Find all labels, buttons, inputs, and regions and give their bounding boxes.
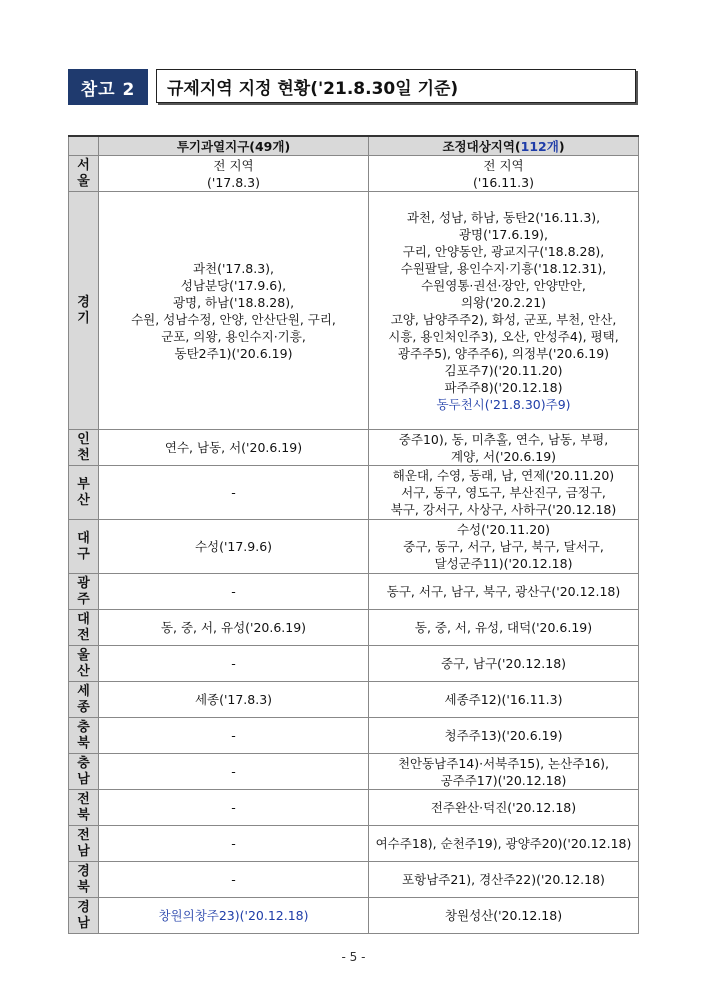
- adjustment-line: 광주주5), 양주주6), 의정부('20.6.19): [397, 345, 610, 361]
- speculation-line: -: [231, 764, 236, 779]
- speculation-line: 군포, 의왕, 용인수지·기흥,: [161, 328, 306, 344]
- header-adjustment: [369, 136, 639, 156]
- region-label: 광주: [77, 575, 90, 607]
- speculation-line: -: [231, 656, 236, 671]
- header-adjustment-count: 112개: [520, 138, 559, 154]
- region-cell: [69, 156, 99, 192]
- region-label: 대전: [77, 611, 90, 643]
- region-label: 대구: [77, 530, 90, 562]
- speculation-line: 광명, 하남('18.8.28),: [172, 294, 295, 310]
- region-cell: [69, 754, 99, 790]
- speculation-line: 동탄2주1)('20.6.19): [174, 345, 293, 361]
- adjustment-cell: [369, 574, 639, 610]
- adjustment-line: 계양, 서('20.6.19): [450, 448, 557, 464]
- adjustment-cell: [369, 466, 639, 520]
- region-cell: [69, 646, 99, 682]
- speculation-line: 수원, 성남수정, 안양, 안산단원, 구리,: [131, 311, 336, 327]
- speculation-cell: [99, 718, 369, 754]
- adjustment-line: 세종주12)('16.11.3): [444, 692, 563, 707]
- speculation-line: -: [231, 584, 236, 599]
- adjustment-line: 광명('17.6.19),: [458, 226, 549, 242]
- adjustment-line: 공주주17)('20.12.18): [440, 772, 567, 788]
- adjustment-line: 수원영통·권선·장안, 안양만안,: [421, 277, 586, 293]
- adjustment-line: 중주10), 동, 미추홀, 연수, 남동, 부평,: [398, 431, 609, 447]
- adjustment-cell: [369, 192, 639, 430]
- region-label: 전남: [77, 827, 90, 859]
- header-adjustment-label: 조정대상지역(: [442, 138, 521, 154]
- adjustment-line: 김포주7)('20.11.20): [444, 362, 563, 378]
- region-label: 울산: [77, 647, 90, 679]
- region-cell: [69, 610, 99, 646]
- table-row: [69, 718, 639, 754]
- region-cell: [69, 826, 99, 862]
- section-header: [68, 69, 638, 105]
- page-title: 규제지역 지정 현황('21.8.30일 기준): [156, 69, 636, 103]
- adjustment-line: 청주주13)('20.6.19): [444, 728, 563, 743]
- header-speculation: [99, 136, 369, 156]
- region-label: 인천: [77, 431, 90, 463]
- speculation-line: 연수, 남동, 서('20.6.19): [164, 440, 303, 455]
- speculation-cell: [99, 156, 369, 192]
- header-adjustment-suffix: ): [558, 138, 565, 154]
- page-number: - 5 -: [341, 950, 366, 964]
- speculation-line: 창원의창주23)('20.12.18): [158, 908, 309, 923]
- speculation-cell: [99, 520, 369, 574]
- reference-badge: 참고 2: [68, 69, 148, 105]
- region-cell: [69, 790, 99, 826]
- adjustment-cell: [369, 646, 639, 682]
- speculation-cell: [99, 430, 369, 466]
- speculation-cell: [99, 754, 369, 790]
- region-cell: [69, 430, 99, 466]
- adjustment-cell: [369, 520, 639, 574]
- adjustment-line: 창원성산('20.12.18): [444, 908, 563, 923]
- adjustment-line: 해운대, 수영, 동래, 남, 연제('20.11.20): [392, 468, 615, 483]
- table-row: [69, 862, 639, 898]
- region-label: 충남: [77, 755, 90, 787]
- table-row: [69, 610, 639, 646]
- region-cell: [69, 192, 99, 430]
- speculation-cell: [99, 646, 369, 682]
- speculation-line: ('17.8.3): [207, 174, 260, 190]
- speculation-line: -: [231, 728, 236, 743]
- corner-cell: [69, 136, 99, 156]
- region-cell: [69, 862, 99, 898]
- speculation-cell: [99, 192, 369, 430]
- table-header-row: [69, 136, 639, 156]
- region-label: 충북: [77, 719, 90, 751]
- region-cell: [69, 466, 99, 520]
- adjustment-line: 파주주8)('20.12.18): [444, 379, 563, 395]
- speculation-line: 수성('17.9.6): [194, 539, 273, 554]
- adjustment-line: 북구, 강서구, 사상구, 사하구('20.12.18): [390, 502, 617, 517]
- adjustment-line: 동두천시('21.8.30)주9): [436, 396, 571, 412]
- adjustment-cell: [369, 610, 639, 646]
- table-row: [69, 682, 639, 718]
- speculation-cell: [99, 898, 369, 934]
- header-speculation-suffix: ): [284, 138, 291, 154]
- adjustment-cell: [369, 682, 639, 718]
- adjustment-cell: [369, 898, 639, 934]
- adjustment-line: 동구, 서구, 남구, 북구, 광산구('20.12.18): [386, 584, 621, 599]
- table-row: [69, 754, 639, 790]
- region-cell: [69, 574, 99, 610]
- header-speculation-label: 투기과열지구(: [176, 138, 255, 154]
- table-row: [69, 156, 639, 192]
- speculation-line: -: [231, 485, 236, 500]
- region-label: 경기: [77, 294, 90, 326]
- speculation-cell: [99, 862, 369, 898]
- adjustment-line: 시흥, 용인처인주3), 오산, 안성주4), 평택,: [388, 328, 619, 344]
- adjustment-line: 의왕('20.2.21): [460, 294, 547, 310]
- speculation-cell: [99, 790, 369, 826]
- adjustment-line: ('16.11.3): [473, 174, 534, 190]
- speculation-line: 과천('17.8.3),: [192, 260, 275, 276]
- speculation-cell: [99, 610, 369, 646]
- region-label: 세종: [77, 683, 90, 715]
- adjustment-line: 중구, 남구('20.12.18): [440, 656, 567, 671]
- header-speculation-count: 49개: [254, 138, 285, 154]
- speculation-cell: [99, 682, 369, 718]
- adjustment-cell: [369, 826, 639, 862]
- speculation-line: 동, 중, 서, 유성('20.6.19): [160, 620, 307, 635]
- speculation-line: -: [231, 800, 236, 815]
- adjustment-cell: [369, 862, 639, 898]
- table-row: [69, 466, 639, 520]
- speculation-cell: [99, 826, 369, 862]
- adjustment-line: 과천, 성남, 하남, 동탄2('16.11.3),: [406, 209, 601, 225]
- adjustment-line: 전 지역: [483, 157, 524, 173]
- region-cell: [69, 682, 99, 718]
- speculation-cell: [99, 574, 369, 610]
- adjustment-line: 달성군주11)('20.12.18): [434, 556, 573, 571]
- adjustment-line: 고양, 남양주주2), 화성, 군포, 부천, 안산,: [390, 311, 617, 327]
- adjustment-line: 서구, 동구, 영도구, 부산진구, 금정구,: [401, 485, 606, 500]
- adjustment-line: 수성('20.11.20): [456, 522, 550, 537]
- region-cell: [69, 520, 99, 574]
- table-row: [69, 192, 639, 430]
- adjustment-cell: [369, 790, 639, 826]
- table-row: [69, 520, 639, 574]
- adjustment-line: 중구, 동구, 서구, 남구, 북구, 달서구,: [403, 539, 604, 554]
- adjustment-cell: [369, 156, 639, 192]
- adjustment-line: 수원팔달, 용인수지·기흥('18.12.31),: [400, 260, 607, 276]
- table-row: [69, 646, 639, 682]
- adjustment-line: 천안동남주14)·서북주15), 논산주16),: [397, 755, 610, 771]
- adjustment-cell: [369, 430, 639, 466]
- region-label: 부산: [77, 476, 90, 508]
- region-cell: [69, 898, 99, 934]
- region-cell: [69, 718, 99, 754]
- adjustment-line: 여수주18), 순천주19), 광양주20)('20.12.18): [375, 836, 632, 851]
- region-label: 경남: [77, 899, 90, 931]
- speculation-line: 세종('17.8.3): [194, 692, 273, 707]
- region-label: 전북: [77, 791, 90, 823]
- adjustment-line: 동, 중, 서, 유성, 대덕('20.6.19): [414, 620, 593, 635]
- table-row: [69, 826, 639, 862]
- region-label: 경북: [77, 863, 90, 895]
- regulated-areas-table: [68, 135, 639, 934]
- speculation-line: 전 지역: [213, 157, 254, 173]
- speculation-line: -: [231, 836, 236, 851]
- adjustment-line: 포항남주21), 경산주22)('20.12.18): [402, 872, 605, 887]
- speculation-line: -: [231, 872, 236, 887]
- adjustment-cell: [369, 754, 639, 790]
- table-row: [69, 790, 639, 826]
- speculation-cell: [99, 466, 369, 520]
- table-row: [69, 430, 639, 466]
- speculation-line: 성남분당('17.9.6),: [180, 277, 287, 293]
- adjustment-line: 구리, 안양동안, 광교지구('18.8.28),: [402, 243, 605, 259]
- table-row: [69, 574, 639, 610]
- adjustment-cell: [369, 718, 639, 754]
- adjustment-line: 전주완산·덕진('20.12.18): [430, 800, 577, 815]
- table-row: [69, 898, 639, 934]
- region-label: 서울: [77, 157, 90, 189]
